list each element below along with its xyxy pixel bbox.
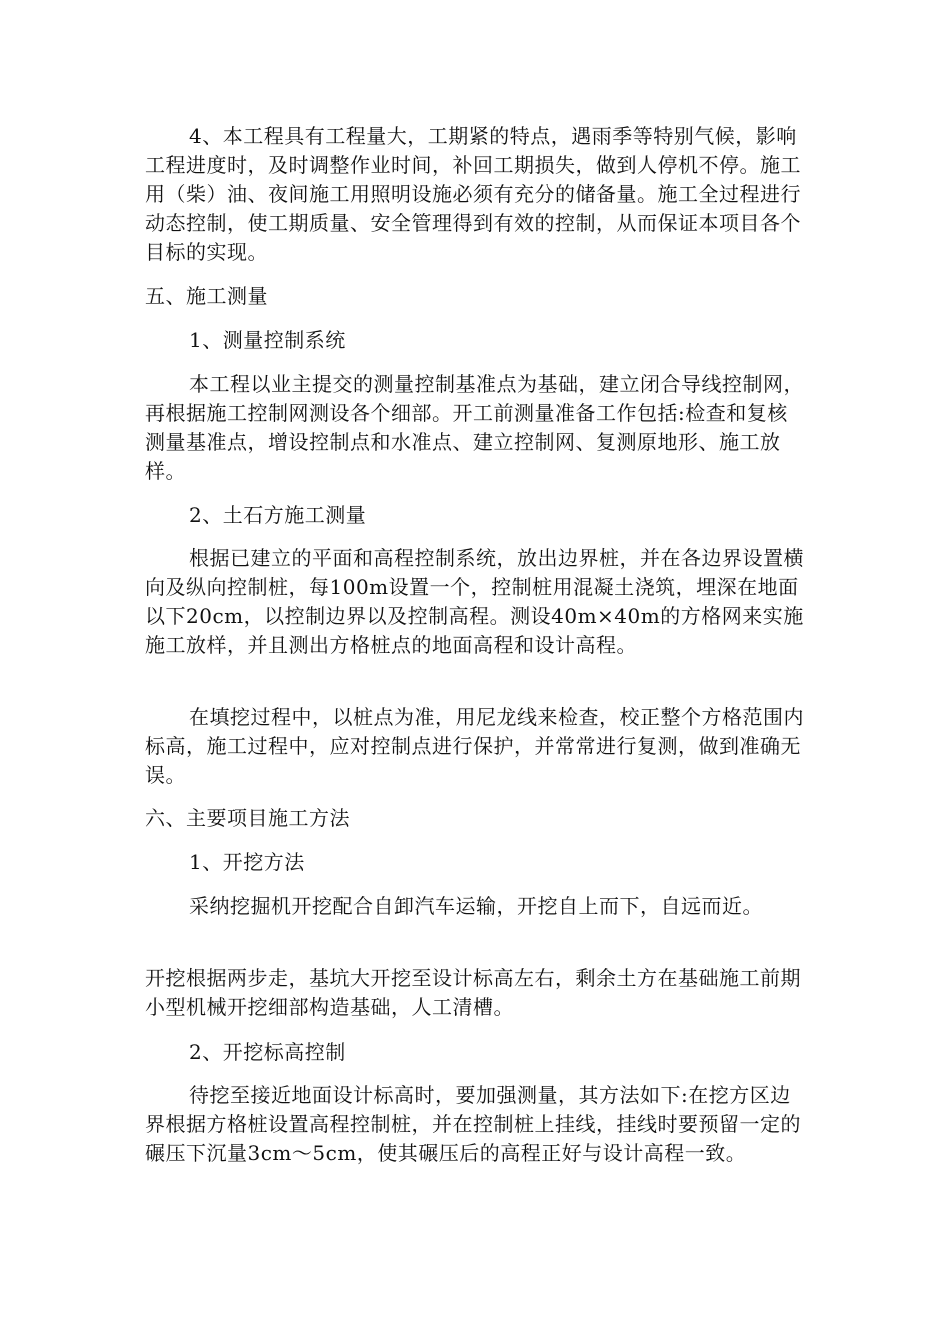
paragraph-text: 待挖至接近地面设计标高时，要加强测量，其方法如下:在挖方区边界根据方格桩设置高程控制桩，并在控制桩上挂线，挂线时要预留一定的碾压下沉量3cm～5cm，使其碾压后的高程正好与设计高程一致。 — [145, 1083, 801, 1165]
subheading-earthwork-survey: 2、土石方施工测量 — [189, 503, 367, 527]
paragraph-schedule-control — [145, 122, 805, 267]
paragraph-text: 4、本工程具有工程量大，工期紧的特点，遇雨季等特别气候，影响工程进度时，及时调整作业时间，补回工期损失，做到人停机不停。施工用（柴）油、夜间施工用照明设施必须有充分的储备量。施工全过程进行动态控制，使工期质量、安全管理得到有效的控制，从而保证本项目各个目标的实现。 — [145, 124, 801, 264]
section-heading-survey: 五、施工测量 — [145, 284, 268, 308]
paragraph-two-step-excavation — [145, 964, 805, 1022]
paragraph-survey-control-system — [145, 370, 805, 486]
paragraph-text: 本工程以业主提交的测量控制基准点为基础，建立闭合导线控制网，再根据施工控制网测设各个细部。开工前测量准备工作包括:检查和复核测量基准点，增设控制点和水准点、建立控制网、复测原地形、施工放样。 — [145, 372, 804, 483]
paragraph-excavation-elevation-control — [145, 1081, 805, 1168]
paragraph-earthwork-survey — [145, 544, 805, 660]
paragraph-text: 根据已建立的平面和高程控制系统，放出边界桩，并在各边界设置横向及纵向控制桩，每100m设置一个，控制桩用混凝土浇筑，埋深在地面以下20cm，以控制边界以及控制高程。测设40m×40m的方格网来实施施工放样，并且测出方格桩点的地面高程和设计高程。 — [145, 546, 804, 657]
subheading-excavation-elevation-control: 2、开挖标高控制 — [189, 1040, 346, 1064]
paragraph-text: 开挖根据两步走，基坑大开挖至设计标高左右，剩余土方在基础施工前期小型机械开挖细部构造基础，人工清槽。 — [145, 966, 801, 1019]
subheading-excavation-method: 1、开挖方法 — [189, 850, 305, 874]
paragraph-excavation-method — [145, 892, 825, 921]
paragraph-text: 在填挖过程中，以桩点为准，用尼龙线来检查，校正整个方格范围内标高，施工过程中，应对控制点进行保护，并常常进行复测，做到准确无误。 — [145, 705, 804, 787]
subheading-survey-control-system: 1、测量控制系统 — [189, 328, 346, 352]
section-heading-construction-methods: 六、主要项目施工方法 — [145, 806, 350, 830]
paragraph-text: 采纳挖掘机开挖配合自卸汽车运输，开挖自上而下，自远而近。 — [189, 894, 763, 918]
paragraph-fill-excavation-check — [145, 703, 805, 790]
